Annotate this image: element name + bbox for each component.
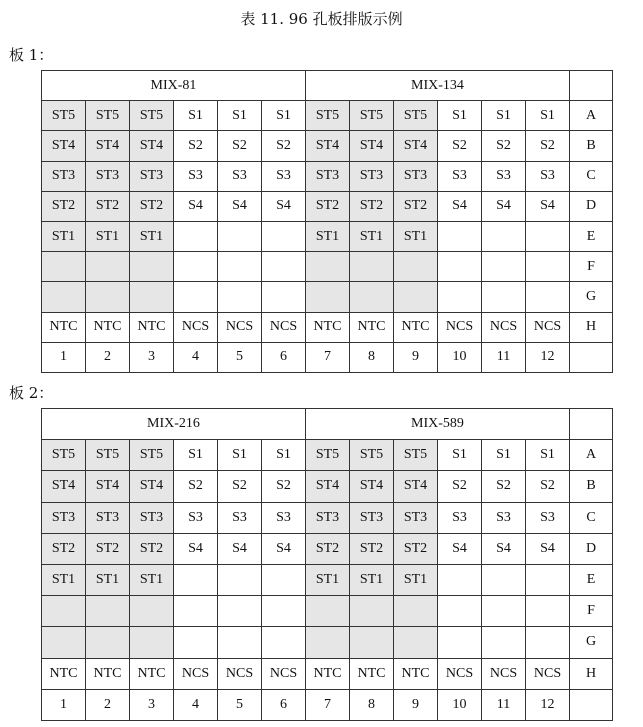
well-cell: ST4	[306, 471, 350, 502]
corner-cell	[570, 409, 613, 440]
well-cell: NTC	[306, 658, 350, 689]
well-cell	[218, 221, 262, 251]
well-cell: S4	[174, 191, 218, 221]
well-row	[42, 252, 613, 282]
row-label: B	[570, 131, 613, 161]
well-row	[42, 131, 613, 161]
well-cell	[218, 627, 262, 658]
well-row	[42, 533, 613, 564]
well-cell: ST2	[86, 191, 130, 221]
plate-1-label: 板 1：	[9, 46, 54, 64]
well-cell	[482, 282, 526, 312]
well-cell: ST3	[394, 502, 438, 533]
well-cell: ST3	[86, 502, 130, 533]
well-cell	[262, 221, 306, 251]
well-cell	[482, 627, 526, 658]
well-row	[42, 312, 613, 342]
well-cell: NTC	[130, 312, 174, 342]
column-number: 4	[174, 342, 218, 372]
well-cell: ST1	[42, 221, 86, 251]
well-cell	[482, 252, 526, 282]
well-cell: ST4	[42, 131, 86, 161]
row-label: F	[570, 596, 613, 627]
well-row	[42, 282, 613, 312]
well-cell	[526, 596, 570, 627]
well-cell: ST4	[130, 131, 174, 161]
well-cell: S1	[174, 440, 218, 471]
well-cell	[174, 282, 218, 312]
well-cell: S2	[262, 131, 306, 161]
well-cell: ST1	[350, 564, 394, 595]
well-cell	[394, 282, 438, 312]
well-cell	[86, 282, 130, 312]
well-cell	[438, 564, 482, 595]
well-cell	[482, 596, 526, 627]
well-cell	[350, 627, 394, 658]
well-cell: S1	[438, 101, 482, 131]
well-cell: S2	[438, 471, 482, 502]
well-cell	[394, 596, 438, 627]
column-number: 2	[86, 689, 130, 720]
well-cell	[306, 252, 350, 282]
column-number: 11	[482, 342, 526, 372]
well-cell: ST4	[394, 131, 438, 161]
well-cell	[218, 564, 262, 595]
well-cell: ST5	[42, 101, 86, 131]
well-row	[42, 596, 613, 627]
well-cell	[262, 564, 306, 595]
well-cell: NTC	[350, 658, 394, 689]
well-cell: NTC	[130, 658, 174, 689]
well-cell: S4	[218, 191, 262, 221]
well-cell	[130, 596, 174, 627]
well-cell: NCS	[262, 658, 306, 689]
well-cell: ST1	[86, 221, 130, 251]
well-cell: ST4	[350, 131, 394, 161]
well-cell: ST1	[394, 564, 438, 595]
well-cell: NTC	[86, 658, 130, 689]
column-number: 6	[262, 689, 306, 720]
table-caption: 表 11. 96 孔板排版示例	[240, 10, 403, 28]
row-label: A	[570, 101, 613, 131]
well-cell: S1	[482, 440, 526, 471]
well-cell: ST5	[350, 440, 394, 471]
well-cell: ST5	[350, 101, 394, 131]
row-label: G	[570, 627, 613, 658]
well-cell	[262, 252, 306, 282]
row-label: C	[570, 502, 613, 533]
well-cell	[86, 252, 130, 282]
well-cell: S1	[526, 101, 570, 131]
column-number: 1	[42, 689, 86, 720]
well-cell: ST3	[42, 161, 86, 191]
well-cell: ST3	[394, 161, 438, 191]
column-number: 12	[526, 342, 570, 372]
row-label: C	[570, 161, 613, 191]
well-cell: NCS	[482, 312, 526, 342]
well-cell: ST1	[130, 564, 174, 595]
well-cell: S4	[262, 533, 306, 564]
well-cell: S2	[174, 471, 218, 502]
well-cell: ST4	[86, 131, 130, 161]
well-row	[42, 221, 613, 251]
well-cell	[86, 596, 130, 627]
well-cell: ST5	[130, 101, 174, 131]
well-cell: ST2	[350, 191, 394, 221]
well-cell: S2	[526, 131, 570, 161]
well-cell: S2	[526, 471, 570, 502]
well-cell: NCS	[218, 312, 262, 342]
well-cell: ST5	[394, 440, 438, 471]
mix-right-header: MIX-134	[306, 71, 570, 101]
well-cell: S1	[526, 440, 570, 471]
well-cell: S2	[482, 131, 526, 161]
well-cell: ST1	[306, 221, 350, 251]
mix-right-header: MIX-589	[306, 409, 570, 440]
well-cell: S4	[218, 533, 262, 564]
well-cell: S3	[526, 502, 570, 533]
well-cell	[218, 252, 262, 282]
well-cell	[174, 221, 218, 251]
well-cell	[174, 627, 218, 658]
well-cell	[438, 221, 482, 251]
well-cell: S3	[262, 502, 306, 533]
well-cell	[482, 221, 526, 251]
well-cell: NCS	[526, 312, 570, 342]
well-cell	[42, 252, 86, 282]
well-cell: ST1	[130, 221, 174, 251]
column-number: 2	[86, 342, 130, 372]
well-cell	[438, 252, 482, 282]
well-cell	[42, 627, 86, 658]
mix-left-header: MIX-81	[42, 71, 306, 101]
well-cell: ST5	[42, 440, 86, 471]
well-cell: S2	[218, 471, 262, 502]
well-cell	[350, 252, 394, 282]
well-cell: ST3	[42, 502, 86, 533]
well-row	[42, 658, 613, 689]
well-cell: S4	[526, 191, 570, 221]
well-cell: S4	[482, 533, 526, 564]
column-number: 3	[130, 689, 174, 720]
column-number: 1	[42, 342, 86, 372]
row-label: H	[570, 312, 613, 342]
well-cell	[174, 564, 218, 595]
corner-cell	[570, 71, 613, 101]
well-cell: S3	[218, 502, 262, 533]
well-cell	[262, 282, 306, 312]
well-cell: NCS	[262, 312, 306, 342]
well-cell: ST5	[306, 101, 350, 131]
column-number-row	[42, 689, 613, 720]
well-cell	[86, 627, 130, 658]
well-cell	[394, 252, 438, 282]
well-cell: ST4	[86, 471, 130, 502]
row-label: D	[570, 191, 613, 221]
mix-left-header: MIX-216	[42, 409, 306, 440]
column-number: 6	[262, 342, 306, 372]
well-cell: ST3	[306, 161, 350, 191]
well-cell: ST1	[86, 564, 130, 595]
well-cell	[438, 282, 482, 312]
column-number: 7	[306, 342, 350, 372]
well-row	[42, 161, 613, 191]
well-cell: S3	[482, 161, 526, 191]
well-cell: S3	[262, 161, 306, 191]
well-cell: S4	[438, 533, 482, 564]
well-cell: NTC	[350, 312, 394, 342]
column-number: 12	[526, 689, 570, 720]
well-cell: S2	[218, 131, 262, 161]
well-cell: S1	[438, 440, 482, 471]
well-cell: ST2	[394, 191, 438, 221]
corner-cell	[570, 689, 613, 720]
well-cell: ST3	[350, 161, 394, 191]
well-cell: ST1	[306, 564, 350, 595]
well-cell: S1	[218, 440, 262, 471]
well-cell: ST5	[86, 101, 130, 131]
well-cell	[526, 627, 570, 658]
well-cell: ST1	[394, 221, 438, 251]
plate-1-table	[41, 70, 613, 373]
mix-header-row	[42, 71, 613, 101]
well-cell: NTC	[42, 658, 86, 689]
row-label: E	[570, 564, 613, 595]
well-cell: S1	[262, 101, 306, 131]
column-number: 3	[130, 342, 174, 372]
well-cell: ST2	[130, 533, 174, 564]
well-cell	[306, 282, 350, 312]
well-cell: ST2	[306, 191, 350, 221]
well-cell: S3	[174, 502, 218, 533]
well-cell	[174, 252, 218, 282]
column-number: 5	[218, 689, 262, 720]
well-cell: NTC	[394, 658, 438, 689]
well-cell: S1	[218, 101, 262, 131]
row-label: A	[570, 440, 613, 471]
well-cell	[350, 596, 394, 627]
well-cell: ST5	[306, 440, 350, 471]
well-cell	[438, 627, 482, 658]
well-cell	[42, 282, 86, 312]
well-cell: ST4	[42, 471, 86, 502]
well-cell	[526, 221, 570, 251]
well-cell: S4	[174, 533, 218, 564]
well-cell	[42, 596, 86, 627]
well-cell: S1	[482, 101, 526, 131]
well-cell: ST5	[394, 101, 438, 131]
well-cell: NTC	[394, 312, 438, 342]
well-cell: S4	[526, 533, 570, 564]
well-cell: NTC	[86, 312, 130, 342]
well-cell: S3	[218, 161, 262, 191]
well-cell: S2	[262, 471, 306, 502]
column-number: 8	[350, 689, 394, 720]
well-cell: S1	[174, 101, 218, 131]
well-cell	[306, 596, 350, 627]
well-cell	[130, 627, 174, 658]
well-cell: ST2	[306, 533, 350, 564]
well-cell: ST3	[350, 502, 394, 533]
well-row	[42, 101, 613, 131]
well-cell: S3	[438, 502, 482, 533]
well-cell: ST3	[306, 502, 350, 533]
well-cell: ST1	[42, 564, 86, 595]
well-cell: ST4	[306, 131, 350, 161]
well-cell: ST2	[130, 191, 174, 221]
row-label: E	[570, 221, 613, 251]
well-cell: NTC	[306, 312, 350, 342]
well-cell: S2	[482, 471, 526, 502]
well-row	[42, 440, 613, 471]
plate-2-label: 板 2：	[9, 384, 54, 402]
well-cell: S3	[526, 161, 570, 191]
well-cell: NCS	[438, 312, 482, 342]
well-cell	[394, 627, 438, 658]
column-number: 10	[438, 689, 482, 720]
column-number: 5	[218, 342, 262, 372]
well-cell: ST4	[350, 471, 394, 502]
well-cell	[438, 596, 482, 627]
well-cell: NCS	[174, 658, 218, 689]
column-number: 4	[174, 689, 218, 720]
well-cell: S4	[438, 191, 482, 221]
well-cell: S4	[262, 191, 306, 221]
well-cell: ST3	[130, 161, 174, 191]
well-cell	[526, 252, 570, 282]
well-cell: ST2	[42, 191, 86, 221]
well-cell: ST2	[350, 533, 394, 564]
column-number: 8	[350, 342, 394, 372]
well-cell: ST5	[86, 440, 130, 471]
well-cell: ST2	[394, 533, 438, 564]
well-cell: NCS	[174, 312, 218, 342]
well-cell	[262, 596, 306, 627]
row-label: B	[570, 471, 613, 502]
column-number: 9	[394, 689, 438, 720]
row-label: G	[570, 282, 613, 312]
well-cell: S3	[438, 161, 482, 191]
well-cell: S3	[482, 502, 526, 533]
well-cell	[218, 596, 262, 627]
column-number: 9	[394, 342, 438, 372]
well-cell: NCS	[482, 658, 526, 689]
row-label: D	[570, 533, 613, 564]
well-cell: ST4	[394, 471, 438, 502]
well-row	[42, 502, 613, 533]
well-cell	[482, 564, 526, 595]
well-cell: ST2	[42, 533, 86, 564]
well-row	[42, 471, 613, 502]
well-cell: S4	[482, 191, 526, 221]
well-cell: S2	[174, 131, 218, 161]
well-cell: NCS	[438, 658, 482, 689]
mix-header-row	[42, 409, 613, 440]
column-number: 11	[482, 689, 526, 720]
well-cell: S1	[262, 440, 306, 471]
well-cell	[262, 627, 306, 658]
well-cell: NCS	[218, 658, 262, 689]
well-cell: ST3	[130, 502, 174, 533]
corner-cell	[570, 342, 613, 372]
well-cell	[130, 282, 174, 312]
well-cell	[526, 282, 570, 312]
column-number: 7	[306, 689, 350, 720]
well-cell: NCS	[526, 658, 570, 689]
well-cell	[526, 564, 570, 595]
row-label: F	[570, 252, 613, 282]
well-cell	[306, 627, 350, 658]
well-cell: ST4	[130, 471, 174, 502]
well-cell	[130, 252, 174, 282]
well-cell: S3	[174, 161, 218, 191]
well-cell	[350, 282, 394, 312]
well-row	[42, 564, 613, 595]
column-number-row	[42, 342, 613, 372]
well-cell: ST5	[130, 440, 174, 471]
well-cell	[174, 596, 218, 627]
well-cell: ST1	[350, 221, 394, 251]
well-cell: S2	[438, 131, 482, 161]
well-cell: ST2	[86, 533, 130, 564]
plate-2-table	[41, 408, 613, 721]
well-cell: NTC	[42, 312, 86, 342]
well-cell: ST3	[86, 161, 130, 191]
row-label: H	[570, 658, 613, 689]
column-number: 10	[438, 342, 482, 372]
well-cell	[218, 282, 262, 312]
well-row	[42, 191, 613, 221]
well-row	[42, 627, 613, 658]
